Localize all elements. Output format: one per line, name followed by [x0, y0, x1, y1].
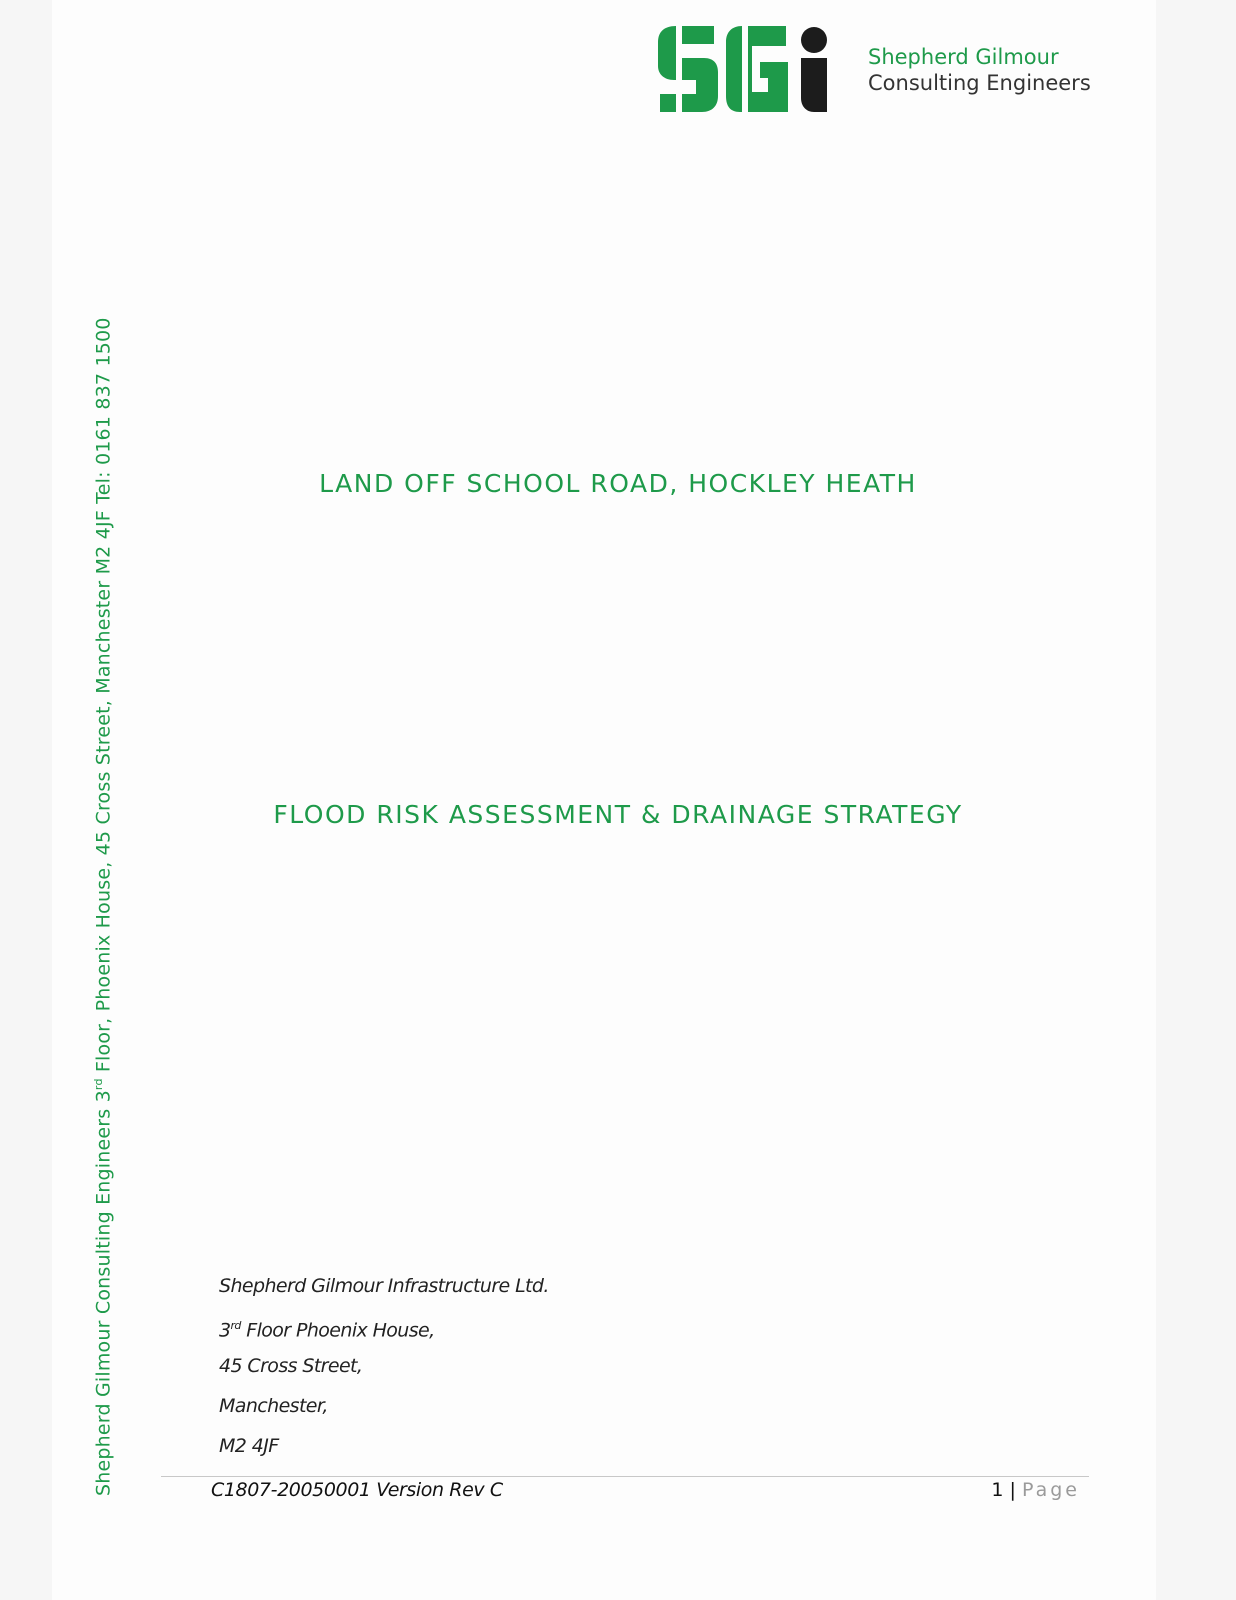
company-name-line1: Shepherd Gilmour — [868, 45, 1059, 69]
page-indicator — [991, 1479, 1080, 1501]
document-reference: C1807-20050001 Version Rev C — [211, 1479, 503, 1501]
page-separator: | — [1003, 1479, 1022, 1501]
address-line-company: Shepherd Gilmour Infrastructure Ltd. — [219, 1275, 549, 1297]
logo-letter-i — [801, 27, 827, 112]
footer-divider — [161, 1476, 1089, 1477]
address-floor-sup: rd — [230, 1319, 241, 1332]
logo-letter-s — [658, 26, 718, 112]
company-name — [868, 44, 1091, 96]
site-title: LAND OFF SCHOOL ROAD, HOCKLEY HEATH — [319, 469, 917, 498]
report-title: FLOOD RISK ASSESSMENT & DRAINAGE STRATEGY — [273, 800, 963, 829]
address-line-postcode: M2 4JF — [219, 1435, 279, 1457]
address-block — [219, 1275, 549, 1475]
address-line-floor — [219, 1315, 549, 1355]
page-word: Page — [1022, 1479, 1080, 1501]
side-banner-text: Shepherd Gilmour Consulting Engineers 3 — [92, 1090, 115, 1496]
sgi-logo — [656, 26, 836, 112]
logo-letter-g — [726, 26, 788, 112]
page-number: 1 — [991, 1479, 1004, 1501]
address-line-street: 45 Cross Street, — [219, 1355, 363, 1377]
address-floor-rest: Floor Phoenix House, — [240, 1319, 435, 1342]
side-banner-sup: rd — [92, 1078, 105, 1091]
side-banner-text-rest: Floor, Phoenix House, 45 Cross Street, Manchester M2 4JF Tel: 0161 837 1500 — [92, 317, 115, 1079]
address-line-city: Manchester, — [219, 1395, 328, 1417]
company-name-line2: Consulting Engineers — [868, 71, 1091, 95]
address-floor-number: 3 — [219, 1319, 231, 1342]
